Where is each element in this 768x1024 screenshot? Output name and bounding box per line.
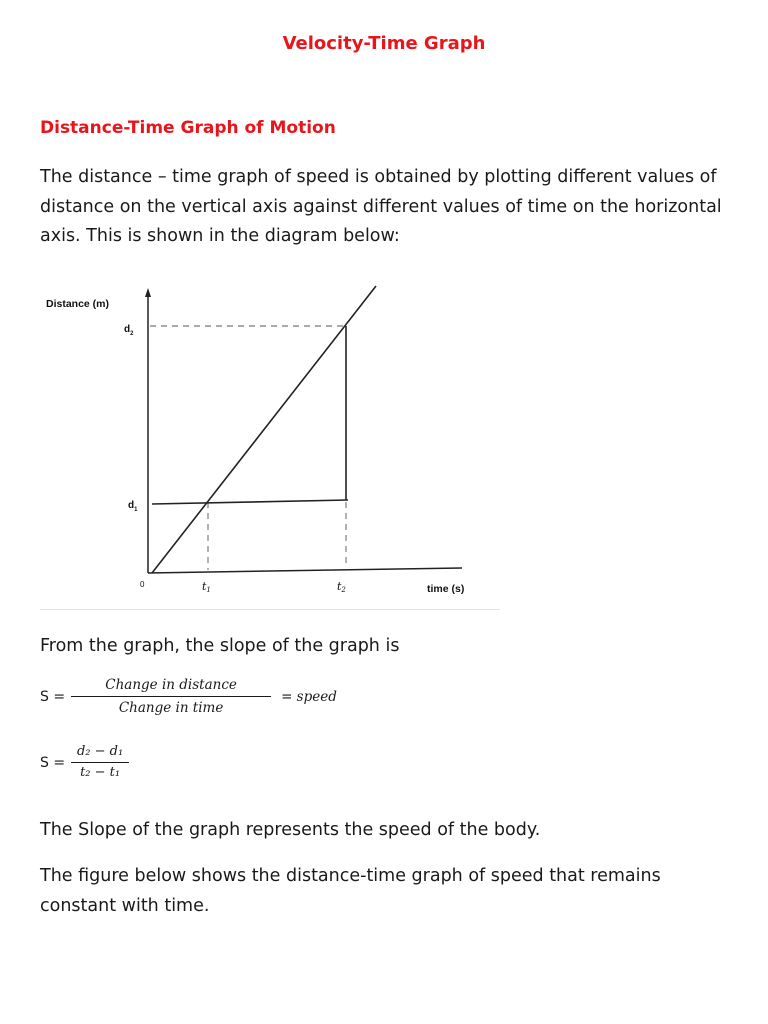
fraction-numerator: d₂ − d₁	[76, 744, 124, 759]
fraction	[71, 674, 271, 719]
distance-time-diagram	[40, 278, 500, 608]
section-heading: Distance-Time Graph of Motion	[40, 118, 336, 138]
intro-paragraph: The distance – time graph of speed is obtained by plotting different values of distance on the vertical axis against different values of time on the horizontal axis. This is shown in the diagram below:	[40, 167, 722, 246]
fraction-denominator: Change in time	[118, 700, 224, 716]
x-axis	[148, 568, 462, 573]
d1-horizontal-line	[152, 500, 348, 504]
d2-label: $d_2$	[124, 324, 134, 337]
equation-lhs: S =	[40, 688, 66, 705]
origin-label: 0	[140, 580, 145, 589]
fraction-numerator: Change in distance	[105, 677, 237, 693]
figure-below-paragraph: The figure below shows the distance-time graph of speed that remains constant with time.	[40, 866, 661, 916]
equation-lhs: S =	[40, 754, 66, 771]
slope-equation-symbols	[40, 742, 129, 783]
slope-equation-words	[40, 674, 337, 719]
y-axis-arrow	[145, 288, 151, 297]
y-axis-label: Distance (m)	[46, 298, 110, 310]
fraction-denominator: t₂ − t₁	[80, 765, 121, 780]
d1-label: $d_1$	[128, 500, 138, 513]
figure-divider	[40, 609, 500, 610]
t1-label: t1	[202, 580, 211, 594]
t2-label: t2	[337, 580, 346, 594]
distance-time-line	[152, 286, 376, 573]
slope-intro-paragraph: From the graph, the slope of the graph is	[40, 636, 400, 656]
page-title: Velocity-Time Graph	[282, 33, 486, 54]
x-axis-label: time (s)	[427, 583, 465, 595]
fraction	[71, 742, 129, 783]
equation-rhs: = speed	[281, 688, 337, 705]
slope-represents-paragraph: The Slope of the graph represents the speed of the body.	[40, 820, 541, 840]
